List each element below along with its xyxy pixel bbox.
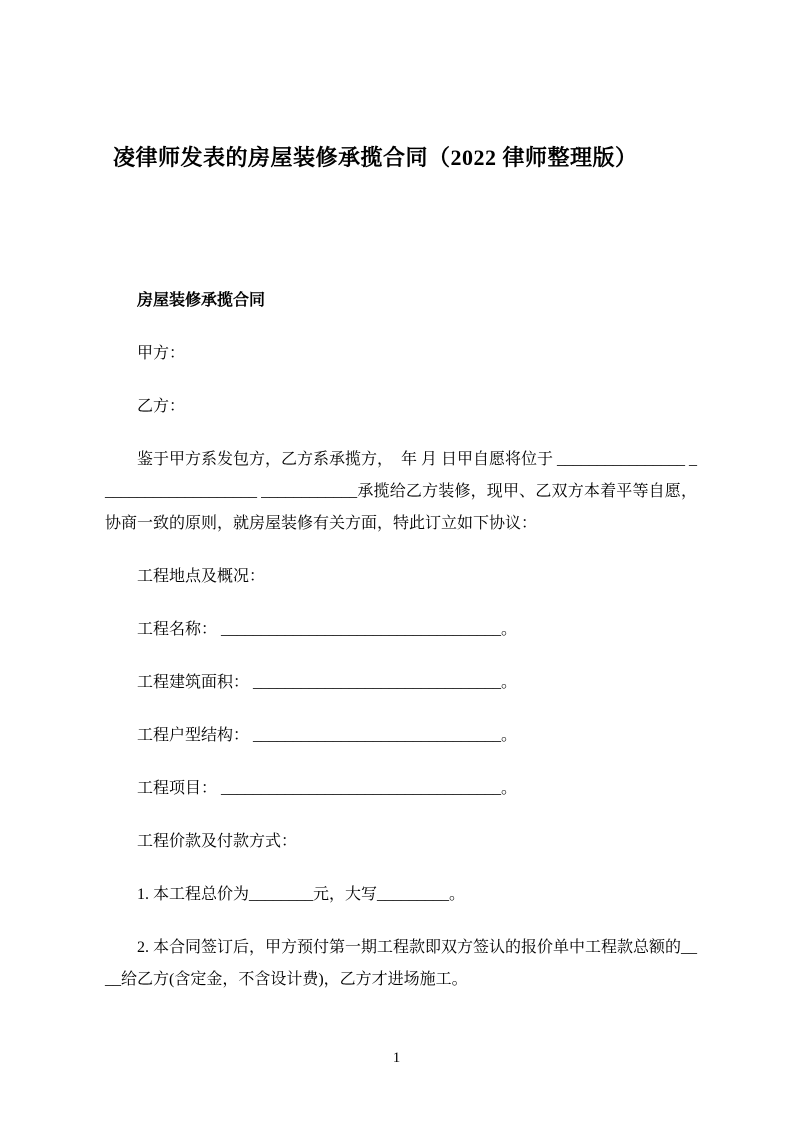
preamble-paragraph: 鉴于甲方系发包方，乙方系承揽方， 年 月 日甲自愿将位于 ________________ ____________________ ____________承揽给乙方装修，现甲、乙双方本着平等自愿，协商一致的原则，就房屋装修有关方面，特此订立如下协议： — [105, 451, 698, 532]
project-name-line: 工程名称： ___________________________________。 — [137, 621, 518, 638]
contract-heading: 房屋装修承揽合同 — [137, 292, 266, 309]
section-location-heading: 工程地点及概况： — [137, 568, 266, 585]
clause-prepayment-paragraph: 2. 本合同签订后，甲方预付第一期工程款即双方签认的报价单中工程款总额的____给乙方(含定金，不含设计费)，乙方才进场施工。 — [105, 939, 698, 988]
unit-structure-line: 工程户型结构： _______________________________。 — [137, 727, 518, 744]
party-a-line: 甲方： — [137, 345, 186, 362]
party-b-line: 乙方： — [137, 398, 186, 415]
project-items-line: 工程项目： ___________________________________。 — [137, 780, 518, 797]
section-payment-heading: 工程价款及付款方式： — [137, 833, 298, 850]
building-area-line: 工程建筑面积： _______________________________。 — [137, 674, 518, 691]
page-number: 1 — [392, 1050, 401, 1066]
clause-total-price-line: 1. 本工程总价为________元，大写_________。 — [137, 886, 466, 903]
document-title: 凌律师发表的房屋装修承揽合同（2022 律师整理版） — [113, 145, 638, 170]
